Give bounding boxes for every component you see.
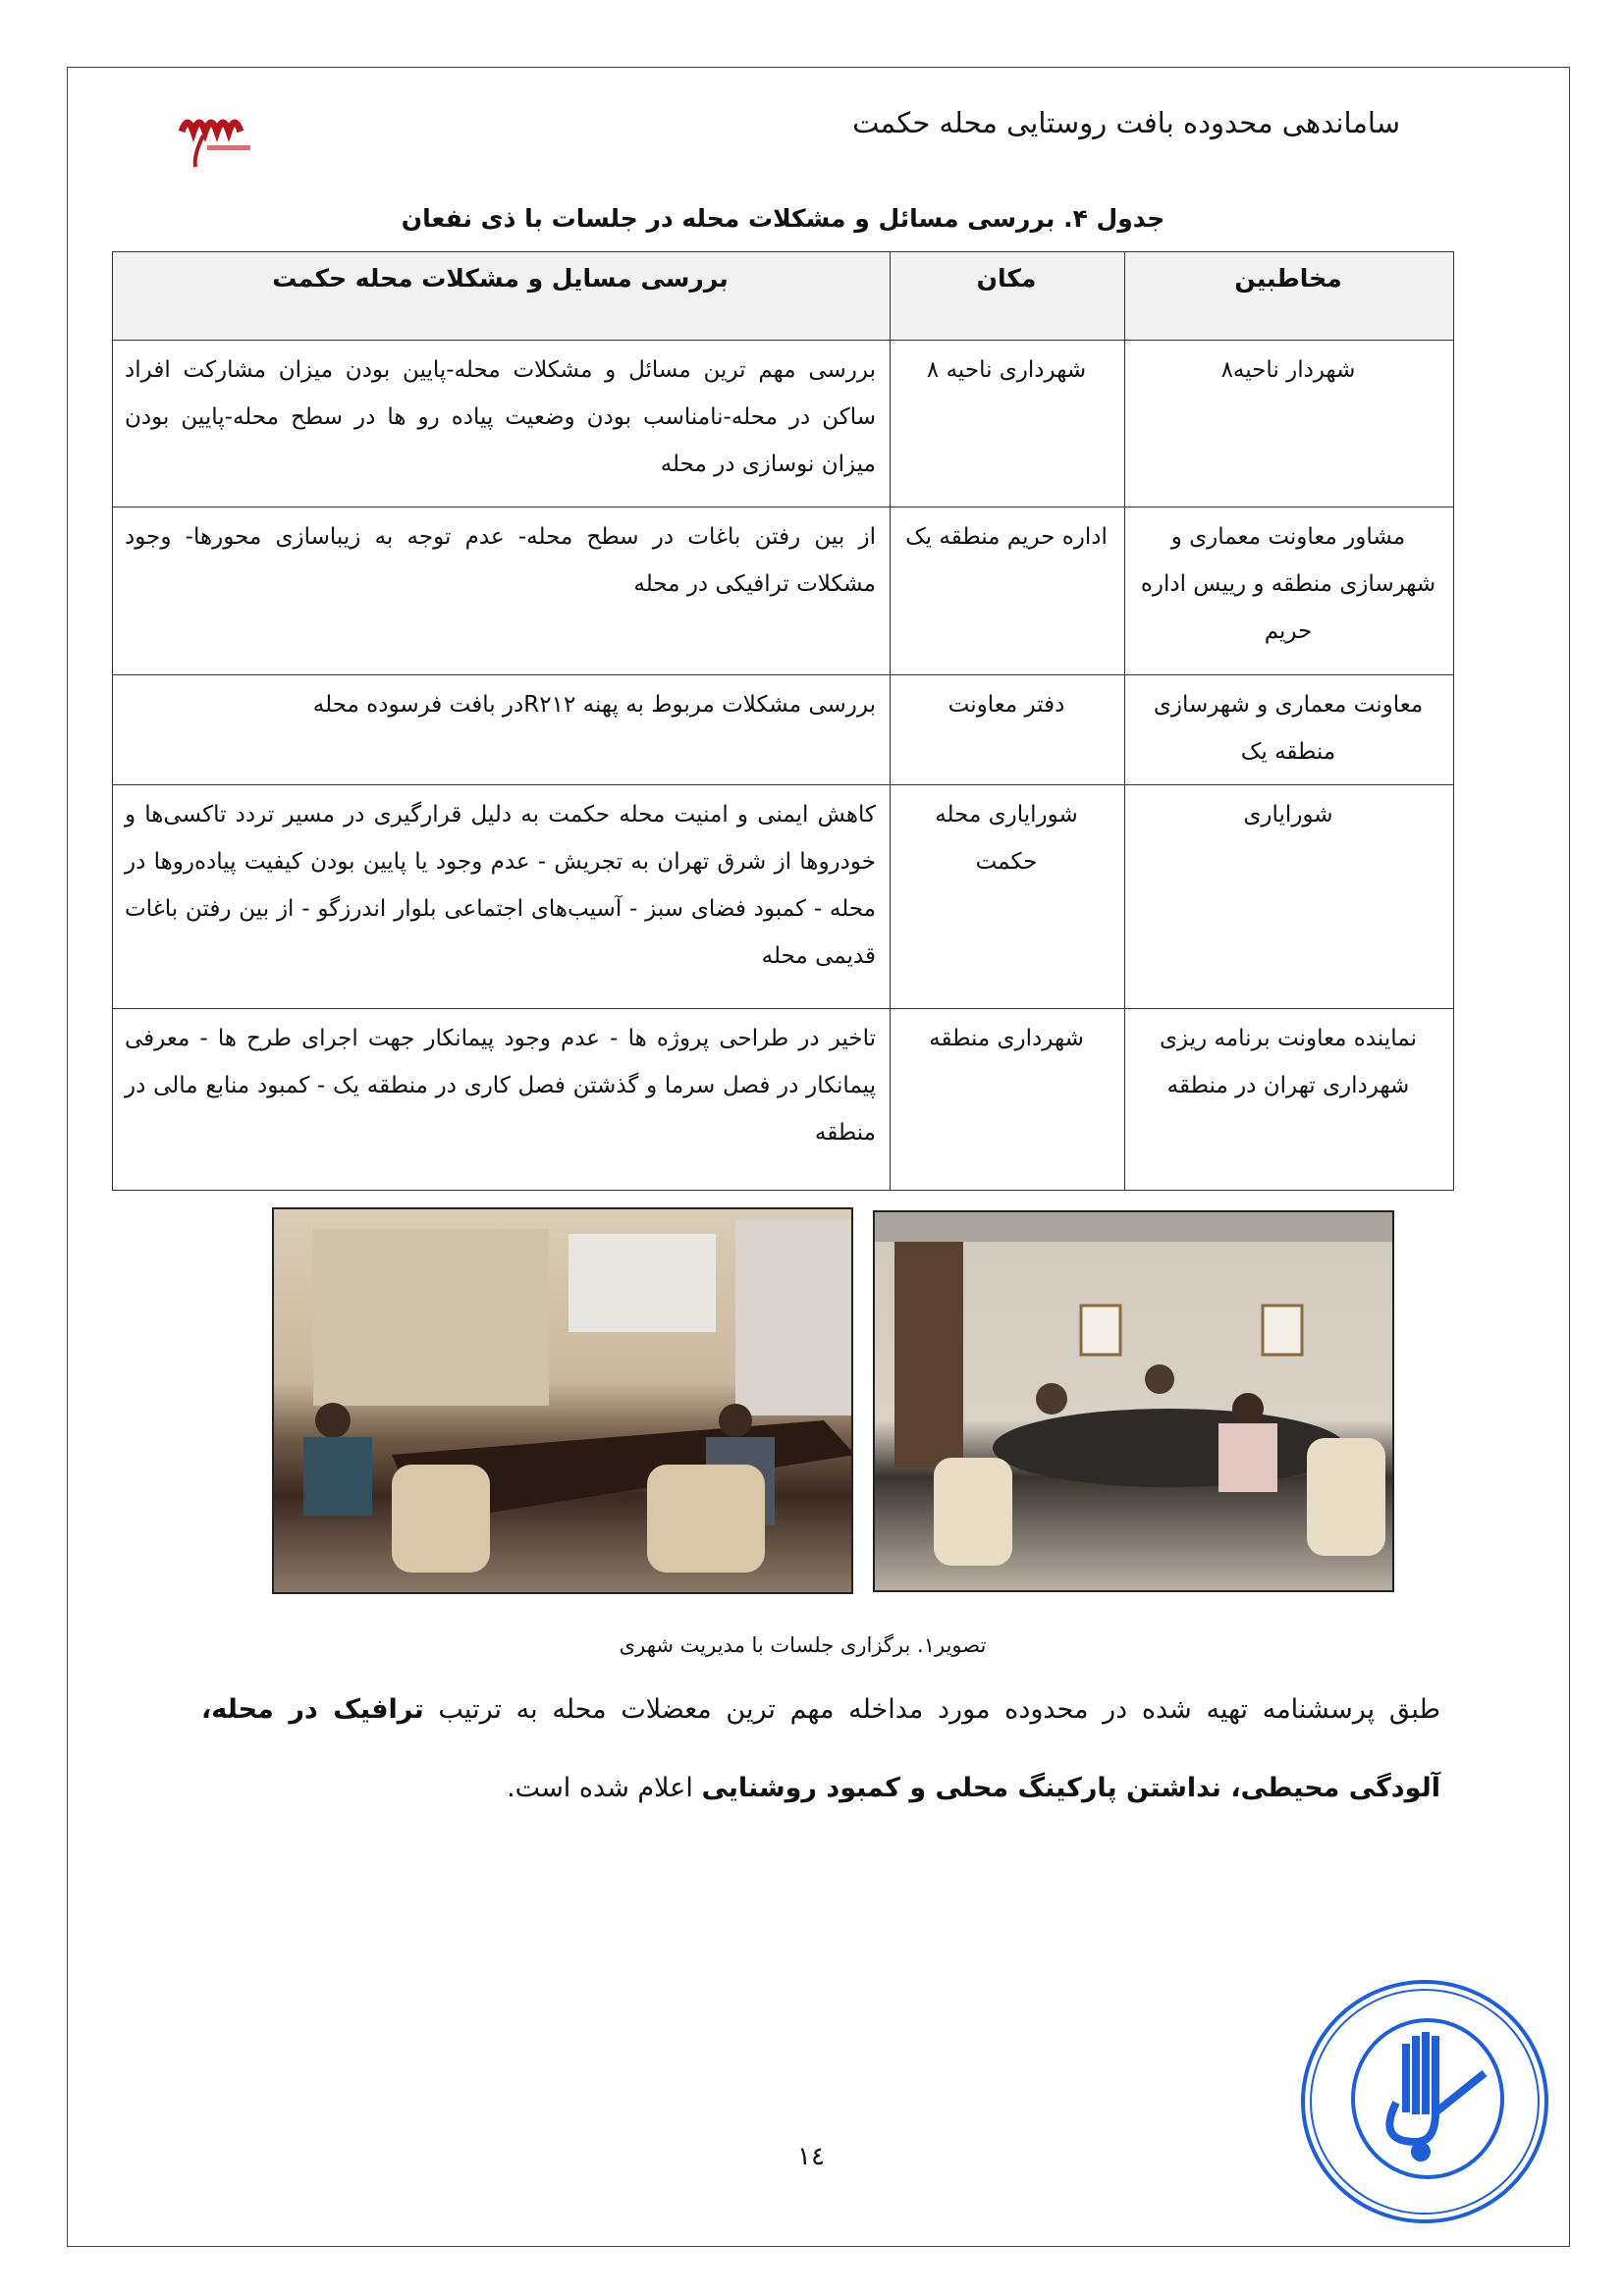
issues-table: [112, 251, 1454, 1191]
cell-audience: شهردار ناحیه۸: [1125, 341, 1454, 507]
table-row: [113, 675, 1454, 785]
page-number: ۱٤: [797, 2142, 825, 2171]
official-stamp: [1298, 1975, 1551, 2228]
table-caption: جدول ۴. بررسی مسائل و مشکلات محله در جلسات با ذی نفعان: [401, 204, 1165, 233]
cell-place: شهرداری منطقه: [891, 1009, 1125, 1191]
brand-logo: [174, 102, 272, 169]
cell-issues: تاخیر در طراحی پروژه ها - عدم وجود پیمانکار جهت اجرای طرح ها - معرفی پیمانکار در فصل سرما و گذشتن فصل کاری در منطقه یک - کمبود منابع مالی در منطقه: [113, 1009, 891, 1191]
column-header-place: مکان: [891, 252, 1125, 341]
cell-audience: شورایاری: [1125, 785, 1454, 1009]
column-header-audience: مخاطبین: [1125, 252, 1454, 341]
document-header-title: ساماندهی محدوده بافت روستایی محله حکمت: [852, 106, 1400, 139]
cell-issues: کاهش ایمنی و امنیت محله حکمت به دلیل قرارگیری در مسیر تردد تاکسی‌ها و خودروها از شرق تهران به تجریش - عدم وجود یا پایین بودن کیفیت پیاده‌روها در محله - کمبود فضای سبز - آسیب‌های اجتماعی بلوار اندرزگو - از بین رفتن باغات قدیمی محله: [113, 785, 891, 1009]
paragraph-bold-issues: ترافیک در محله، آلودگی محیطی، نداشتن پارکینگ محلی و کمبود روشنایی: [201, 1694, 1440, 1803]
paragraph-text: طبق پرسشنامه تهیه شده در محدوده مورد مداخله مهم ترین معضلات محله به ترتیب: [423, 1694, 1440, 1725]
table-row: [113, 1009, 1454, 1191]
cell-audience: نماینده معاونت برنامه ریزی شهرداری تهران در منطقه: [1125, 1009, 1454, 1191]
paragraph-text-end: اعلام شده است.: [507, 1773, 702, 1803]
figure-caption: تصویر۱. برگزاری جلسات با مدیریت شهری: [619, 1633, 987, 1657]
table-row: [113, 785, 1454, 1009]
cell-issues: بررسی مشکلات مربوط به پهنه R۲۱۲در بافت فرسوده محله: [113, 675, 891, 785]
cell-audience: معاونت معماری و شهرسازی منطقه یک: [1125, 675, 1454, 785]
table-row: [113, 507, 1454, 675]
table-row: [113, 341, 1454, 507]
cell-place: شهرداری ناحیه ۸: [891, 341, 1125, 507]
cell-audience: مشاور معاونت معماری و شهرسازی منطقه و رییس اداره حریم: [1125, 507, 1454, 675]
cell-place: شورایاری محله حکمت: [891, 785, 1125, 1009]
table-header-row: [113, 252, 1454, 341]
meeting-photo-right: [873, 1210, 1394, 1592]
cell-issues: بررسی مهم ترین مسائل و مشکلات محله-پایین بودن میزان مشارکت افراد ساکن در محله-نامناسب بودن وضعیت پیاده رو ها در سطح محله-پایین بودن میزان نوسازی در محله: [113, 341, 891, 507]
photo-row: [112, 1207, 1454, 1596]
cell-place: دفتر معاونت: [891, 675, 1125, 785]
cell-place: اداره حریم منطقه یک: [891, 507, 1125, 675]
column-header-issues: بررسی مسایل و مشکلات محله حکمت: [113, 252, 891, 341]
summary-paragraph: [201, 1671, 1440, 1828]
cell-issues: از بین رفتن باغات در سطح محله- عدم توجه به زیباسازی محورها- وجود مشکلات ترافیکی در محله: [113, 507, 891, 675]
content-flow: [112, 251, 1454, 1828]
meeting-photo-left: [272, 1207, 853, 1594]
